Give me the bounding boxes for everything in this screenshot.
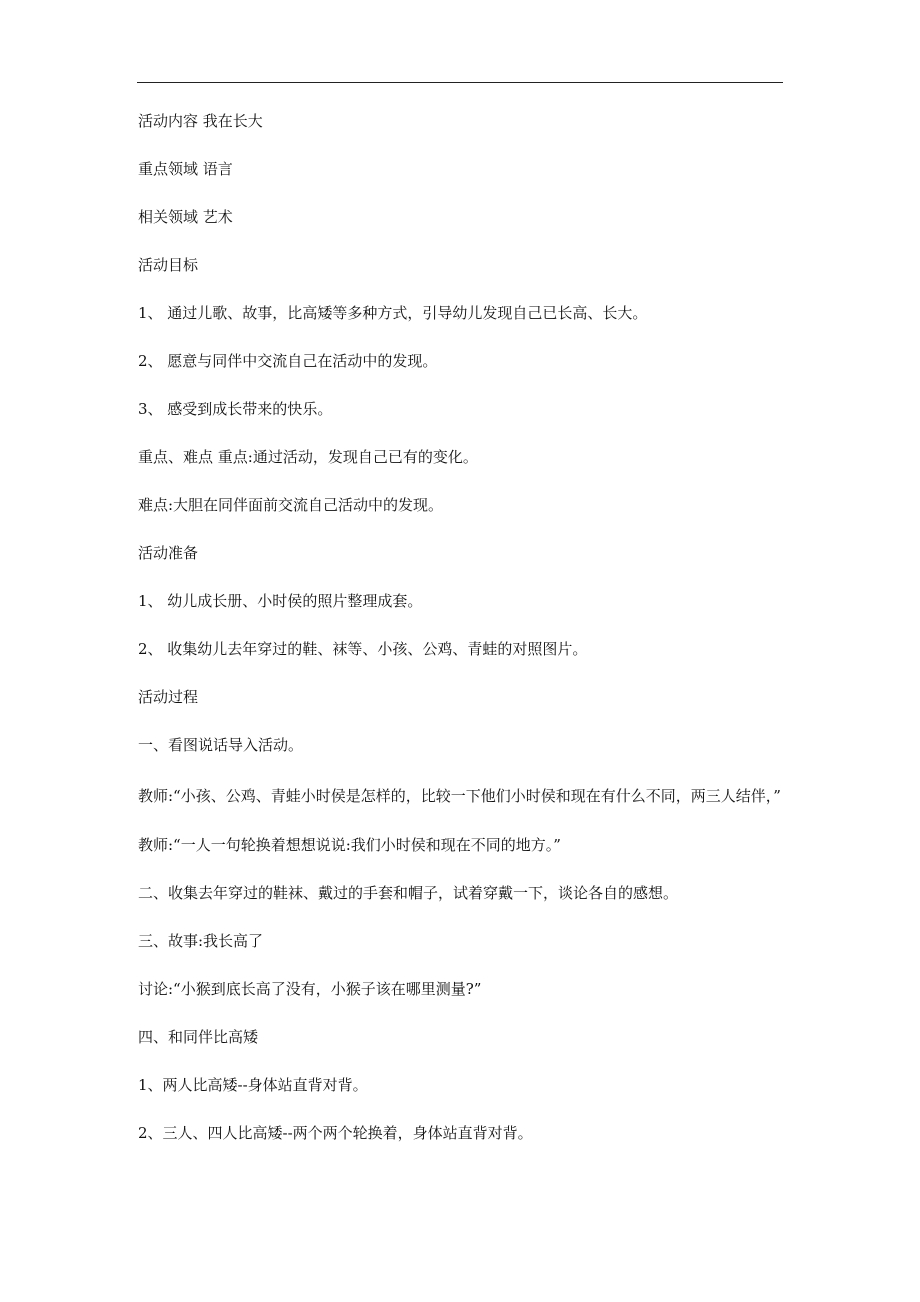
process-step-3: 三、故事:我长高了 (138, 932, 264, 950)
document-body (138, 112, 788, 1143)
compare-item-1: 1、两人比高矮--身体站直背对背。 (138, 1076, 368, 1094)
section-heading-preparation: 活动准备 (138, 544, 199, 562)
goal-item-1: 1、 通过儿歌、故事，比高矮等多种方式，引导幼儿发现自己已长高、长大。 (138, 304, 648, 322)
preparation-item-1: 1、 幼儿成长册、小时侯的照片整理成套。 (138, 592, 423, 610)
teacher-quote-1: 教师:“小孩、公鸡、青蛙小时侯是怎样的，比较一下他们小时侯和现在有什么不同，两三人结伴，” (138, 787, 781, 805)
process-step-2: 二、收集去年穿过的鞋袜、戴过的手套和帽子，试着穿戴一下，谈论各自的感想。 (138, 884, 679, 902)
header-rule (137, 82, 783, 83)
teacher-quote-2: 教师:“一人一句轮换着想想说说:我们小时侯和现在不同的地方。” (138, 836, 561, 854)
activity-content: 活动内容 我在长大 (138, 112, 263, 130)
preparation-item-2: 2、 收集幼儿去年穿过的鞋、袜等、小孩、公鸡、青蛙的对照图片。 (138, 640, 588, 658)
goal-item-3: 3、 感受到成长带来的快乐。 (138, 400, 333, 418)
difficult-point: 难点:大胆在同伴面前交流自己活动中的发现。 (138, 496, 444, 514)
process-step-4: 四、和同伴比高矮 (138, 1028, 259, 1046)
key-difficult-points: 重点、难点 重点:通过活动，发现自己已有的变化。 (138, 448, 478, 466)
key-domain: 重点领域 语言 (138, 160, 233, 178)
related-domain: 相关领域 艺术 (138, 208, 233, 226)
process-step-1: 一、看图说话导入活动。 (138, 736, 304, 754)
goal-item-2: 2、 愿意与同伴中交流自己在活动中的发现。 (138, 352, 438, 370)
discussion-question: 讨论:“小猴到底长高了没有，小猴子该在哪里测量?” (138, 980, 482, 998)
compare-item-2: 2、三人、四人比高矮--两个两个轮换着，身体站直背对背。 (138, 1124, 533, 1142)
section-heading-goals: 活动目标 (138, 256, 199, 274)
section-heading-process: 活动过程 (138, 688, 199, 706)
